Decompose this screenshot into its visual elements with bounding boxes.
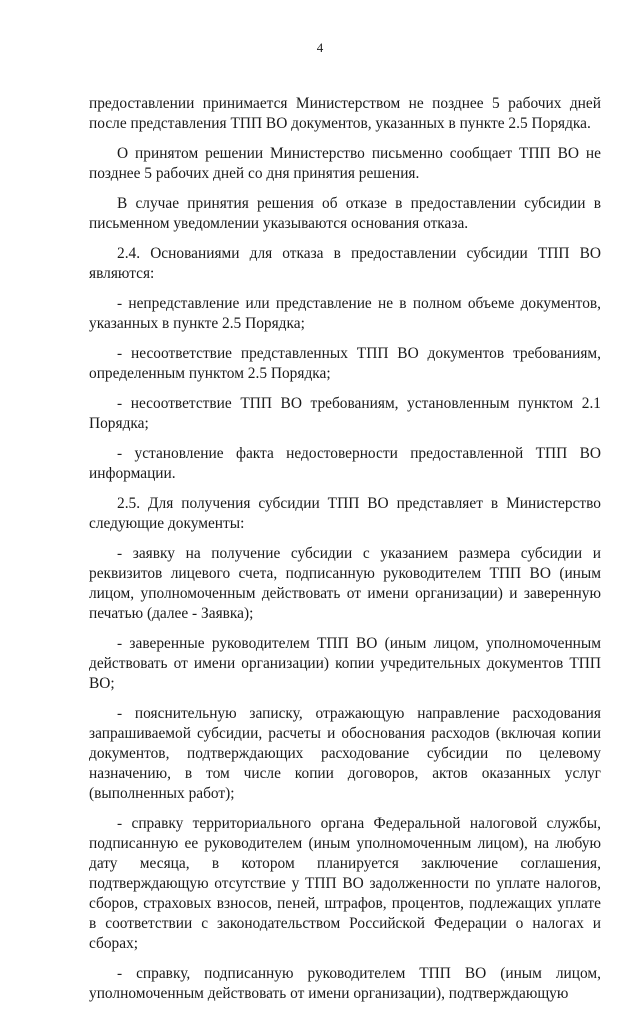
list-item: - заверенные руководителем ТПП ВО (иным лицом, уполномоченным действовать от имени организации) копии учредительных документов ТПП ВО; bbox=[89, 635, 601, 692]
list-item: - непредставление или представление не в полном объеме документов, указанных в пункте 2.5 Порядка; bbox=[89, 295, 601, 332]
paragraph: О принятом решении Министерство письменно сообщает ТПП ВО не позднее 5 рабочих дней со дня принятия решения. bbox=[89, 145, 601, 182]
list-item: - справку, подписанную руководителем ТПП ВО (иным лицом, уполномоченным действовать от имени организации), подтверждающую bbox=[89, 965, 601, 1002]
list-item: - несоответствие представленных ТПП ВО документов требованиям, определенным пунктом 2.5 Порядка; bbox=[89, 345, 601, 382]
paragraph: 2.4. Основаниями для отказа в предоставлении субсидии ТПП ВО являются: bbox=[89, 245, 601, 282]
paragraph: 2.5. Для получения субсидии ТПП ВО представляет в Министерство следующие документы: bbox=[89, 495, 601, 532]
list-item: - несоответствие ТПП ВО требованиям, установленным пунктом 2.1 Порядка; bbox=[89, 395, 601, 432]
list-item: - заявку на получение субсидии с указанием размера субсидии и реквизитов лицевого счета, подписанную руководителем ТПП ВО (иным лицом, уполномоченным действовать от имени организации) и заверенную печатью (далее - Заявка); bbox=[89, 545, 601, 622]
page-number: 4 bbox=[316, 40, 324, 55]
list-item: - установление факта недостоверности предоставленной ТПП ВО информации. bbox=[89, 445, 601, 482]
list-item: - пояснительную записку, отражающую направление расходования запрашиваемой субсидии, расчеты и обоснования расходов (включая копии документов, подтверждающих расходование субсидии по целевому назначению, в том числе копии договоров, актов оказанных услуг (выполненных работ); bbox=[89, 705, 601, 802]
list-item: - справку территориального органа Федеральной налоговой службы, подписанную ее руководителем (иным уполномоченным лицом), на любую дату месяца, в котором планируется заключение соглашения, подтверждающую отсутствие у ТПП ВО задолженности по уплате налогов, сборов, страховых взносов, пеней, штрафов, процентов, подлежащих уплате в соответствии с законодательством Российской Федерации о налогах и сборах; bbox=[89, 815, 601, 952]
paragraph: В случае принятия решения об отказе в предоставлении субсидии в письменном уведомлении указываются основания отказа. bbox=[89, 195, 601, 232]
paragraph: предоставлении принимается Министерством не позднее 5 рабочих дней после представления ТПП ВО документов, указанных в пункте 2.5 Порядка. bbox=[89, 95, 601, 132]
document-body bbox=[89, 94, 601, 1014]
